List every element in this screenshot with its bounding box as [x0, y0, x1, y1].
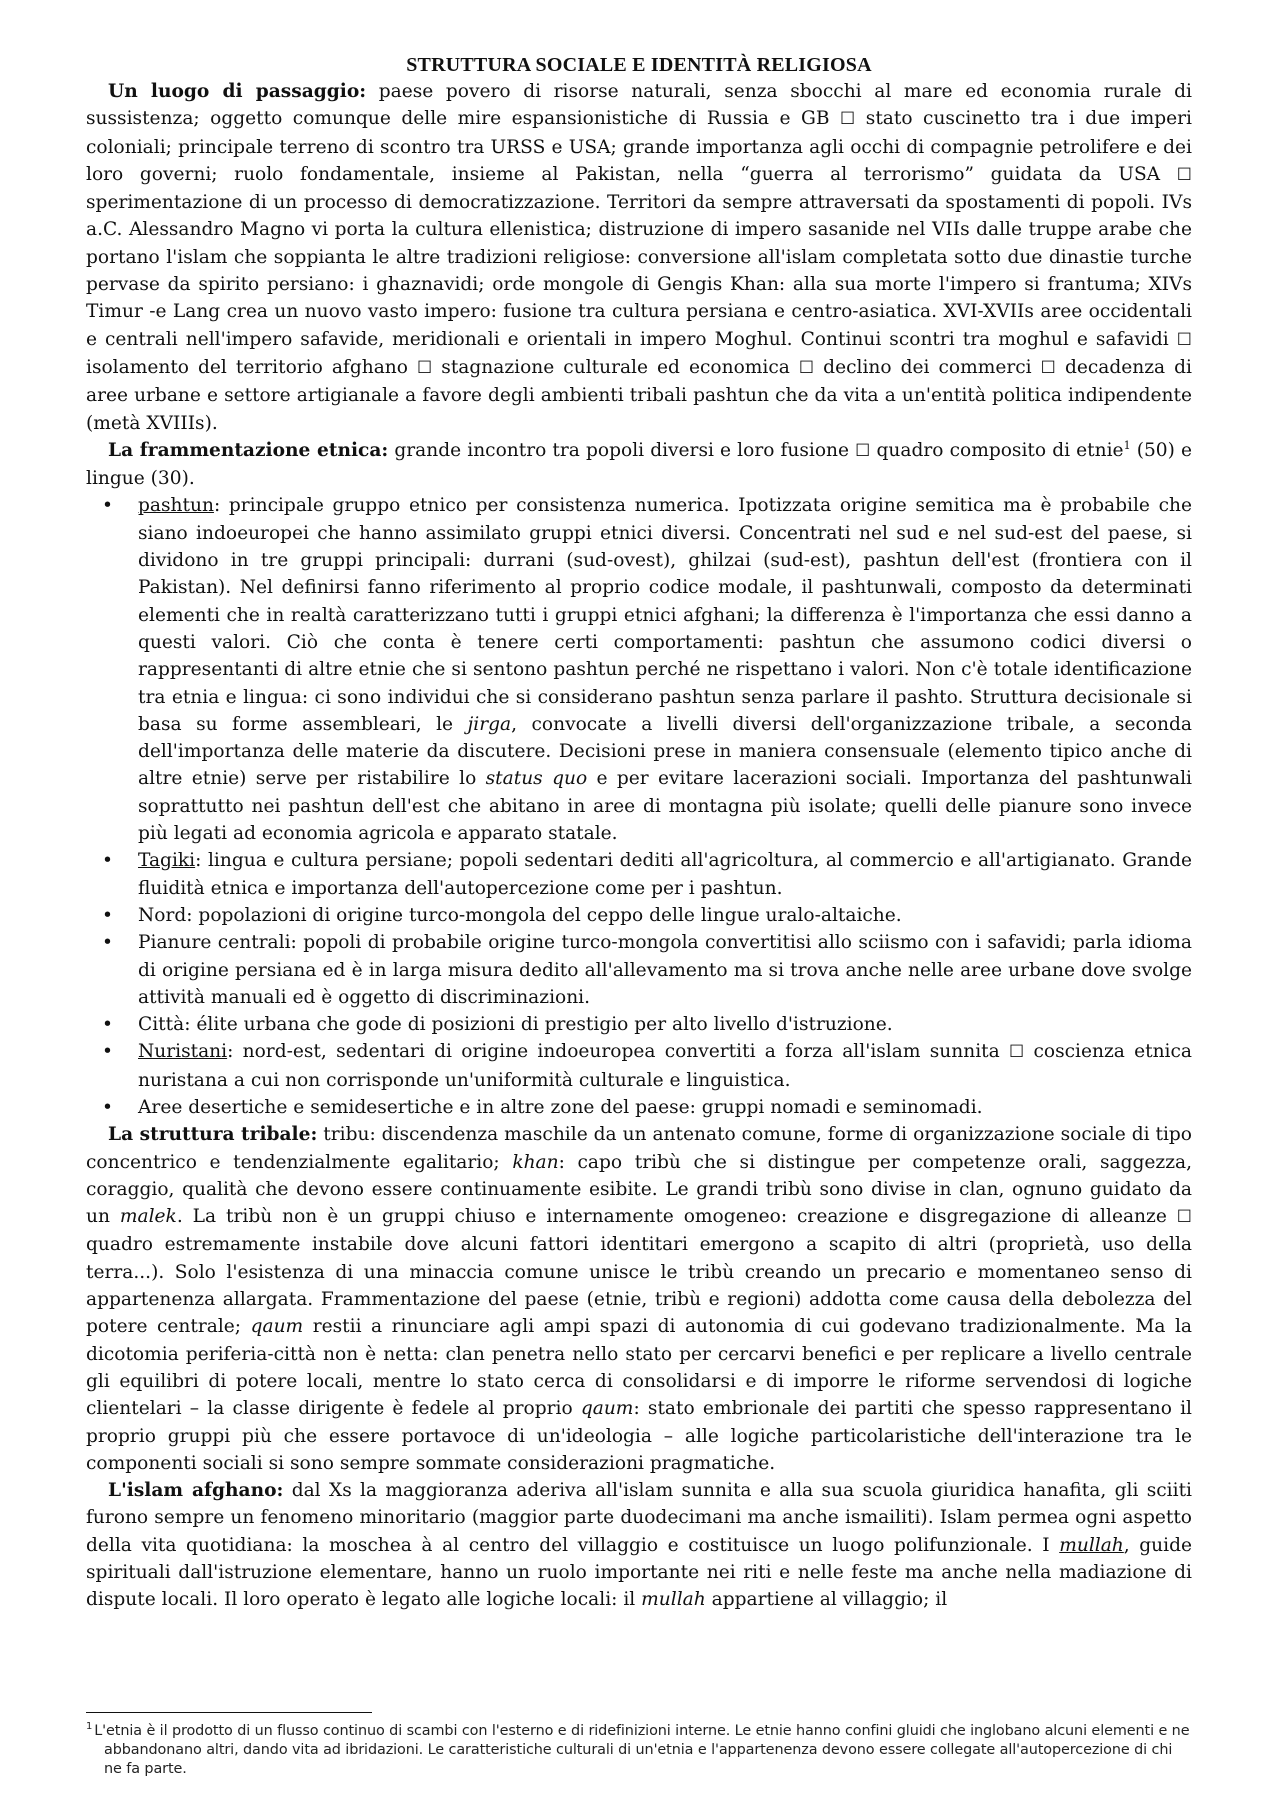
term-italic: status quo: [485, 768, 588, 790]
page-title: STRUTTURA SOCIALE E IDENTITÀ RELIGIOSA: [406, 54, 872, 76]
term-italic: qaum: [580, 1398, 634, 1420]
footnote-ref[interactable]: 1: [1123, 438, 1131, 452]
section-heading: La struttura tribale:: [108, 1124, 318, 1146]
list-item: • Nuristani: nord-est, sedentari di origine indoeuropea convertiti a forza all'islam sunnita ☐ coscienza etnica nuristana a cui non corrisponde un'uniformità culturale e linguistica.: [138, 1038, 1192, 1094]
arrow-box-icon: ☐: [798, 357, 815, 378]
paragraph-frammentazione: La frammentazione etnica: grande incontro tra popoli diversi e loro fusione ☐ quadro composito di etnie$^1$ (50) e lingue (30).: [86, 438, 1192, 490]
list-item: • pashtun: principale gruppo etnico per consistenza numerica. Ipotizzata origine semitica ma è probabile che siano indoeuropei che hanno assimilato gruppi etnici diversi. Concentrati nel sud e nel sud-est del paese, si dividono in tre gruppi principali: durrani (sud-ovest), ghilzai (sud-est), pashtun dell'est (frontiera con il Pakistan). Nel definirsi fanno riferimento al proprio codice modale, il pashtunwali, composto da determinati elementi che in realtà caratterizzano tutti i gruppi etnici afghani; la differenza è l'importanza che essi danno a questi valori. Ciò che conta è tenere certi comportamenti: pashtun che assumono codici diversi o rappresentanti di altre etnie che si sentono pashtun perché ne rispettano i valori. Non c'è totale identificazione tra etnia e lingua: ci sono individui che si considerano pashtun senza parlare il pashto. Struttura decisionale si basa su forme assembleari, le jirga, convocate a livelli diversi dell'organizzazione tribale, a seconda dell'importanza delle materie da discutere. Decisioni prese in maniera consensuale (elemento tipico anche di altre etnie) serve per ristabilire lo status quo e per evitare lacerazioni sociali. Importanza del pashtunwali soprattutto nei pashtun dell'est che abitano in aree di montagna più isolate; quelli delle pianure sono invece più legati ad economia agricola e apparato statale.: [138, 492, 1192, 847]
arrow-box-icon: ☐: [855, 440, 871, 461]
list-item: • Tagiki: lingua e cultura persiane; popoli sedentari dediti all'agricoltura, al commercio e all'artigianato. Grande fluidità etnica e importanza dell'autopercezione come per i pashtun.: [138, 847, 1192, 902]
section-heading: L'islam afghano:: [108, 1480, 284, 1502]
arrow-box-icon: ☐: [1008, 1042, 1025, 1063]
paragraph-struttura-tribale: La struttura tribale: tribu: discendenza maschile da un antenato comune, forme di organizzazione sociale di tipo concentrico e tendenzialmente egalitario; khan: capo tribù che si distingue per competenze orali, saggezza, coraggio, qualità che devono essere continuamente esibite. Le grandi tribù sono divise in clan, ognuno guidato da un malek. La tribù non è un gruppi chiuso e internamente omogeneo: creazione e disgregazione di alleanze ☐ quadro estremamente instabile dove alcuni fattori identitari emergono a scapito di altri (proprietà, uso della terra...). Solo l'esistenza di una minaccia comune unisce le tribù creando un precario e momentaneo senso di appartenenza allargata. Frammentazione del paese (etnie, tribù e regioni) addotta come causa della debolezza del potere centrale; qaum restii a rinunciare agli ampi spazi di autonomia di cui godevano tradizionalmente. Ma la dicotomia periferia-città non è netta: clan penetra nello stato per cercarvi benefici e per replicare a livello centrale gli equilibri di potere locali, mentre lo stato cerca di consolidarsi e di imporre le riforme servendosi di logiche clientelari – la classe dirigente è fedele al proprio qaum: stato embrionale dei partiti che spesso rappresentano il proprio gruppi più che essere portavoce di un'ideologia – alle logiche particolaristiche dell'interazione tra le componenti sociali si sono sempre sommate considerazioni pragmatiche.: [86, 1124, 1193, 1474]
section-heading: Un luogo di passaggio:: [108, 81, 367, 102]
term-italic: mullah: [1059, 1534, 1124, 1556]
paragraph-passaggio: Un luogo di passaggio: paese povero di risorse naturali, senza sbocchi al mare ed economia rurale di sussistenza; oggetto comunque delle mire espansionistiche di Russia e GB ☐ stato cuscinetto tra i due imperi coloniali; principale terreno di scontro tra URSS e USA; grande importanza agli occhi di compagnie petrolifere e dei loro governi; ruolo fondamentale, insieme al Pakistan, nella “guerra al terrorismo” guidata da USA ☐ sperimentazione di un processo di democratizzazione. Territori da sempre attraversati da spostamenti di popoli. IVs a.C. Alessandro Magno vi porta la cultura ellenistica; distruzione di impero sasanide nel VIIs dalle truppe arabe che portano l'islam che soppianta le altre tradizioni religiose: conversione all'islam completata sotto due dinastie turche pervase da spirito persiano: i ghaznavidi; orde mongole di Gengis Khan: alla sua morte l'impero si frantuma; XIVs Timur -e Lang crea un nuovo vasto impero: fusione tra cultura persiana e centro-asiatica. XVI-XVIIs aree occidentali e centrali nell'impero safavide, meridionali e orientali in impero Moghul. Continui scontri tra moghul e safavidi ☐ isolamento del territorio afghano ☐ stagnazione culturale ed economica ☐ declino dei commerci ☐ decadenza di aree urbane e settore artigianale a favore degli ambienti tribali pashtun che da vita a un'entità politica indipendente (metà XVIIIs).: [86, 81, 1192, 434]
arrow-box-icon: ☐: [1176, 1207, 1192, 1228]
term-underlined: Nuristani: [138, 1041, 228, 1063]
footnote-text: L'etnia è il prodotto di un flusso continuo di scambi con l'esterno e di ridefinizioni interne. Le etnie hanno confini gluidi che inglobano alcuni elementi e ne abbandonano altri, dando vita ad ibridazioni. Le caratteristiche culturali di un'etnia e l'appartenenza devono essere collegate all'autopercezione di chi ne fa parte.: [94, 1723, 1190, 1777]
footnote-divider: [86, 1712, 372, 1713]
arrow-box-icon: ☐: [1040, 357, 1056, 378]
term-italic: jirga: [467, 713, 512, 735]
footnote-number: 1: [86, 1721, 93, 1733]
arrow-box-icon: ☐: [840, 109, 856, 130]
arrow-box-icon: ☐: [1176, 329, 1192, 350]
footnote: [86, 1722, 1192, 1779]
term-italic: khan: [512, 1151, 559, 1173]
paragraph-islam-afghano: L'islam afghano: dal Xs la maggioranza aderiva all'islam sunnita e alla sua scuola giuridica hanafita, gli sciiti furono sempre un fenomeno minoritario (maggior parte duodecimani ma anche ismailiti). Islam permea ogni aspetto della vita quotidiana: la moschea à al centro del villaggio e costituisce un luogo polifunzionale. I mullah, guide spirituali dall'istruzione elementare, hanno un ruolo importante nei riti e nelle feste ma anche nella madiazione di dispute locali. Il loro operato è legato alle logiche locali: il mullah appartiene al villaggio; il: [86, 1480, 1193, 1611]
arrow-box-icon: ☐: [1176, 164, 1192, 185]
arrow-box-icon: ☐: [417, 357, 433, 378]
list-item: • Pianure centrali: popoli di probabile origine turco-mongola convertitisi allo sciismo con i safavidi; parla idioma di origine persiana ed è in larga misura dedito all'allevamento ma si trova anche nelle aree urbane dove svolge attività manuali ed è oggetto di discriminazioni.: [138, 929, 1192, 1011]
term-italic: malek: [119, 1206, 177, 1228]
list-item: • Aree desertiche e semidesertiche e in altre zone del paese: gruppi nomadi e seminomadi.: [138, 1094, 1192, 1121]
list-item: • Città: élite urbana che gode di posizioni di prestigio per alto livello d'istruzione.: [138, 1011, 1192, 1038]
term-italic: qaum: [250, 1316, 304, 1338]
ethnic-groups-list: [86, 492, 1192, 1121]
term-underlined: pashtun: [138, 495, 214, 517]
document-page: [86, 52, 1192, 1614]
section-heading: La frammentazione etnica:: [108, 439, 389, 461]
term-underlined: Tagiki: [138, 850, 196, 872]
term-italic: mullah: [641, 1589, 706, 1611]
list-item: • Nord: popolazioni di origine turco-mongola del ceppo delle lingue uralo-altaiche.: [138, 902, 1192, 929]
